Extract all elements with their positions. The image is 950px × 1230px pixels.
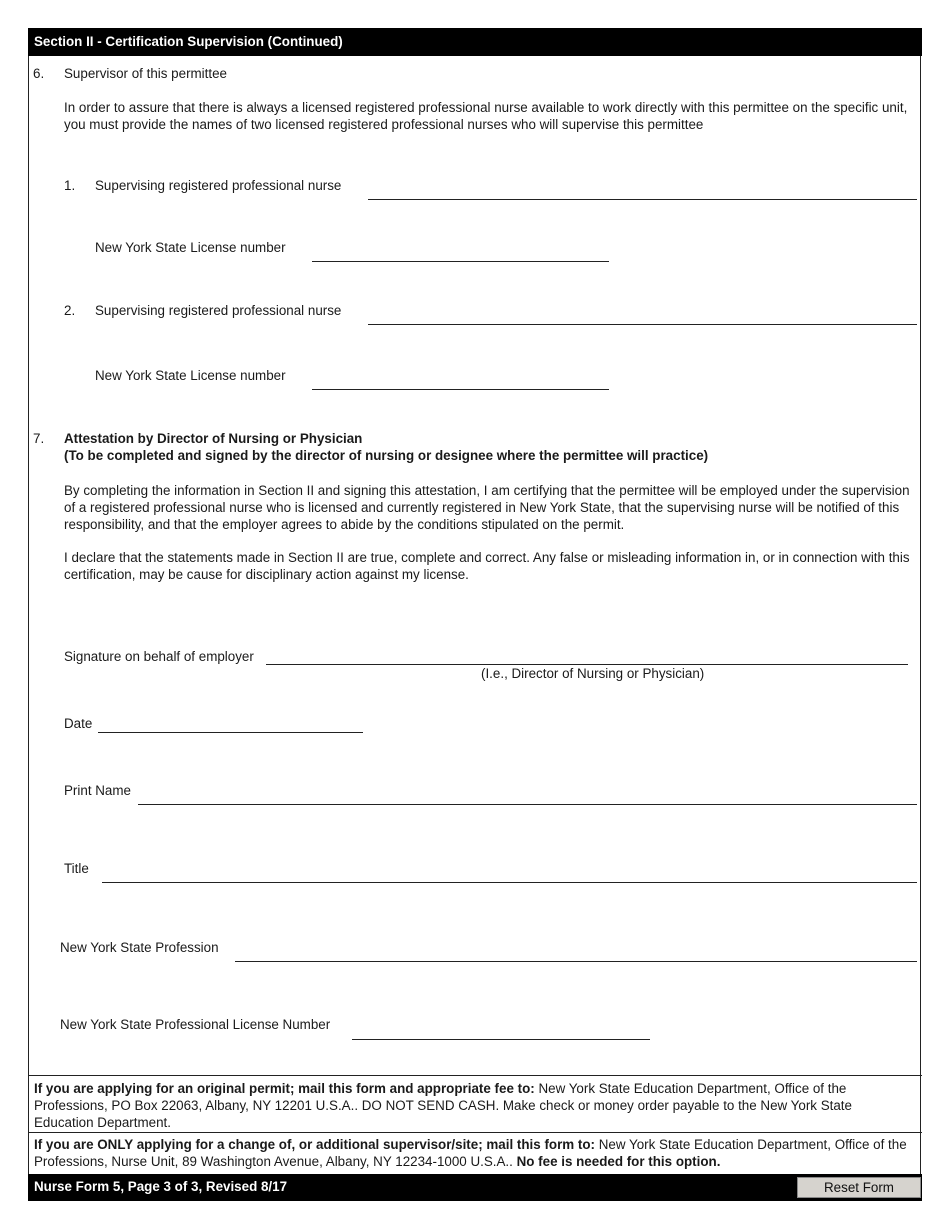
no-fee-notice: No fee is needed for this option. [516,1154,721,1169]
mail-divider-bottom [28,1132,922,1133]
supervisor-2-license-input[interactable] [312,375,609,390]
reset-form-button[interactable]: Reset Form [797,1177,921,1198]
change-supervisor-mail-heading: If you are ONLY applying for a change of, or additional supervisor/site; mail this form to: [34,1137,596,1152]
original-permit-mail-heading: If you are applying for an original permit; mail this form and appropriate fee to: [34,1081,535,1096]
signature-caption: (I.e., Director of Nursing or Physician) [481,666,705,681]
title-label: Title [64,861,89,876]
supervisor-1-license-label: New York State License number [95,240,286,255]
profession-input[interactable] [235,947,917,962]
supervisor-2-number: 2. [64,303,76,318]
profession-label: New York State Profession [60,940,219,955]
section-header-bar [28,28,922,56]
original-permit-mail-address: New York State Education Department, Office of the Professions, PO Box 22063, Albany, NY 12201 U.S.A.. DO NOT SEND CASH. Make check or money order payable to the New York State Education Department. [34,1081,852,1130]
date-label: Date [64,716,93,731]
print-name-input[interactable] [138,790,917,805]
supervisor-1-name-label: Supervising registered professional nurse [95,178,342,193]
print-name-label: Print Name [64,783,131,798]
q7-number: 7. [33,431,45,446]
supervisor-1-name-input[interactable] [368,185,917,200]
mail-divider-top [28,1075,922,1076]
signature-line[interactable] [266,664,908,665]
title-input[interactable] [102,868,917,883]
section-header: Section II - Certification Supervision (Continued) [34,34,343,49]
change-supervisor-mail-address: New York State Education Department, Office of the Professions, Nurse Unit, 89 Washington Avenue, Albany, NY 12234-1000 U.S.A.. [34,1137,907,1169]
supervisor-2-license-label: New York State License number [95,368,286,383]
footer-bar [28,1174,922,1201]
license-number-label: New York State Professional License Number [60,1017,331,1032]
supervisor-1-license-input[interactable] [312,247,609,262]
original-permit-mail-info [34,1080,904,1131]
license-number-input[interactable] [352,1025,650,1040]
attestation-paragraph: By completing the information in Section II and signing this attestation, I am certifying that the permittee will be employed under the supervision of a registered professional nurse who is licensed and currently registered in New York State, that the supervising nurse will be notified of this responsibility, and that the employer agrees to abide by the conditions stipulated on the permit. [64,483,910,532]
q7-subtitle: (To be completed and signed by the director of nursing or designee where the permittee will practice) [64,448,709,463]
supervisor-2-name-label: Supervising registered professional nurse [95,303,342,318]
signature-label: Signature on behalf of employer [64,649,254,664]
change-supervisor-mail-info [34,1136,914,1170]
supervisor-2-name-input[interactable] [368,310,917,325]
q6-title: Supervisor of this permittee [64,66,227,81]
q6-intro: In order to assure that there is always a licensed registered professional nurse available to work directly with this permittee on the specific unit, you must provide the names of two licensed registered professional nurses who will supervise this permittee [64,100,908,132]
form-id: Nurse Form 5, Page 3 of 3, Revised 8/17 [34,1179,288,1194]
q7-title: Attestation by Director of Nursing or Physician [64,431,363,446]
declaration-paragraph: I declare that the statements made in Section II are true, complete and correct. Any false or misleading information in, or in connection with this certification, may be cause for disciplinary action against my license. [64,550,910,582]
q6-number: 6. [33,66,45,81]
date-input[interactable] [98,718,363,733]
supervisor-1-number: 1. [64,178,76,193]
